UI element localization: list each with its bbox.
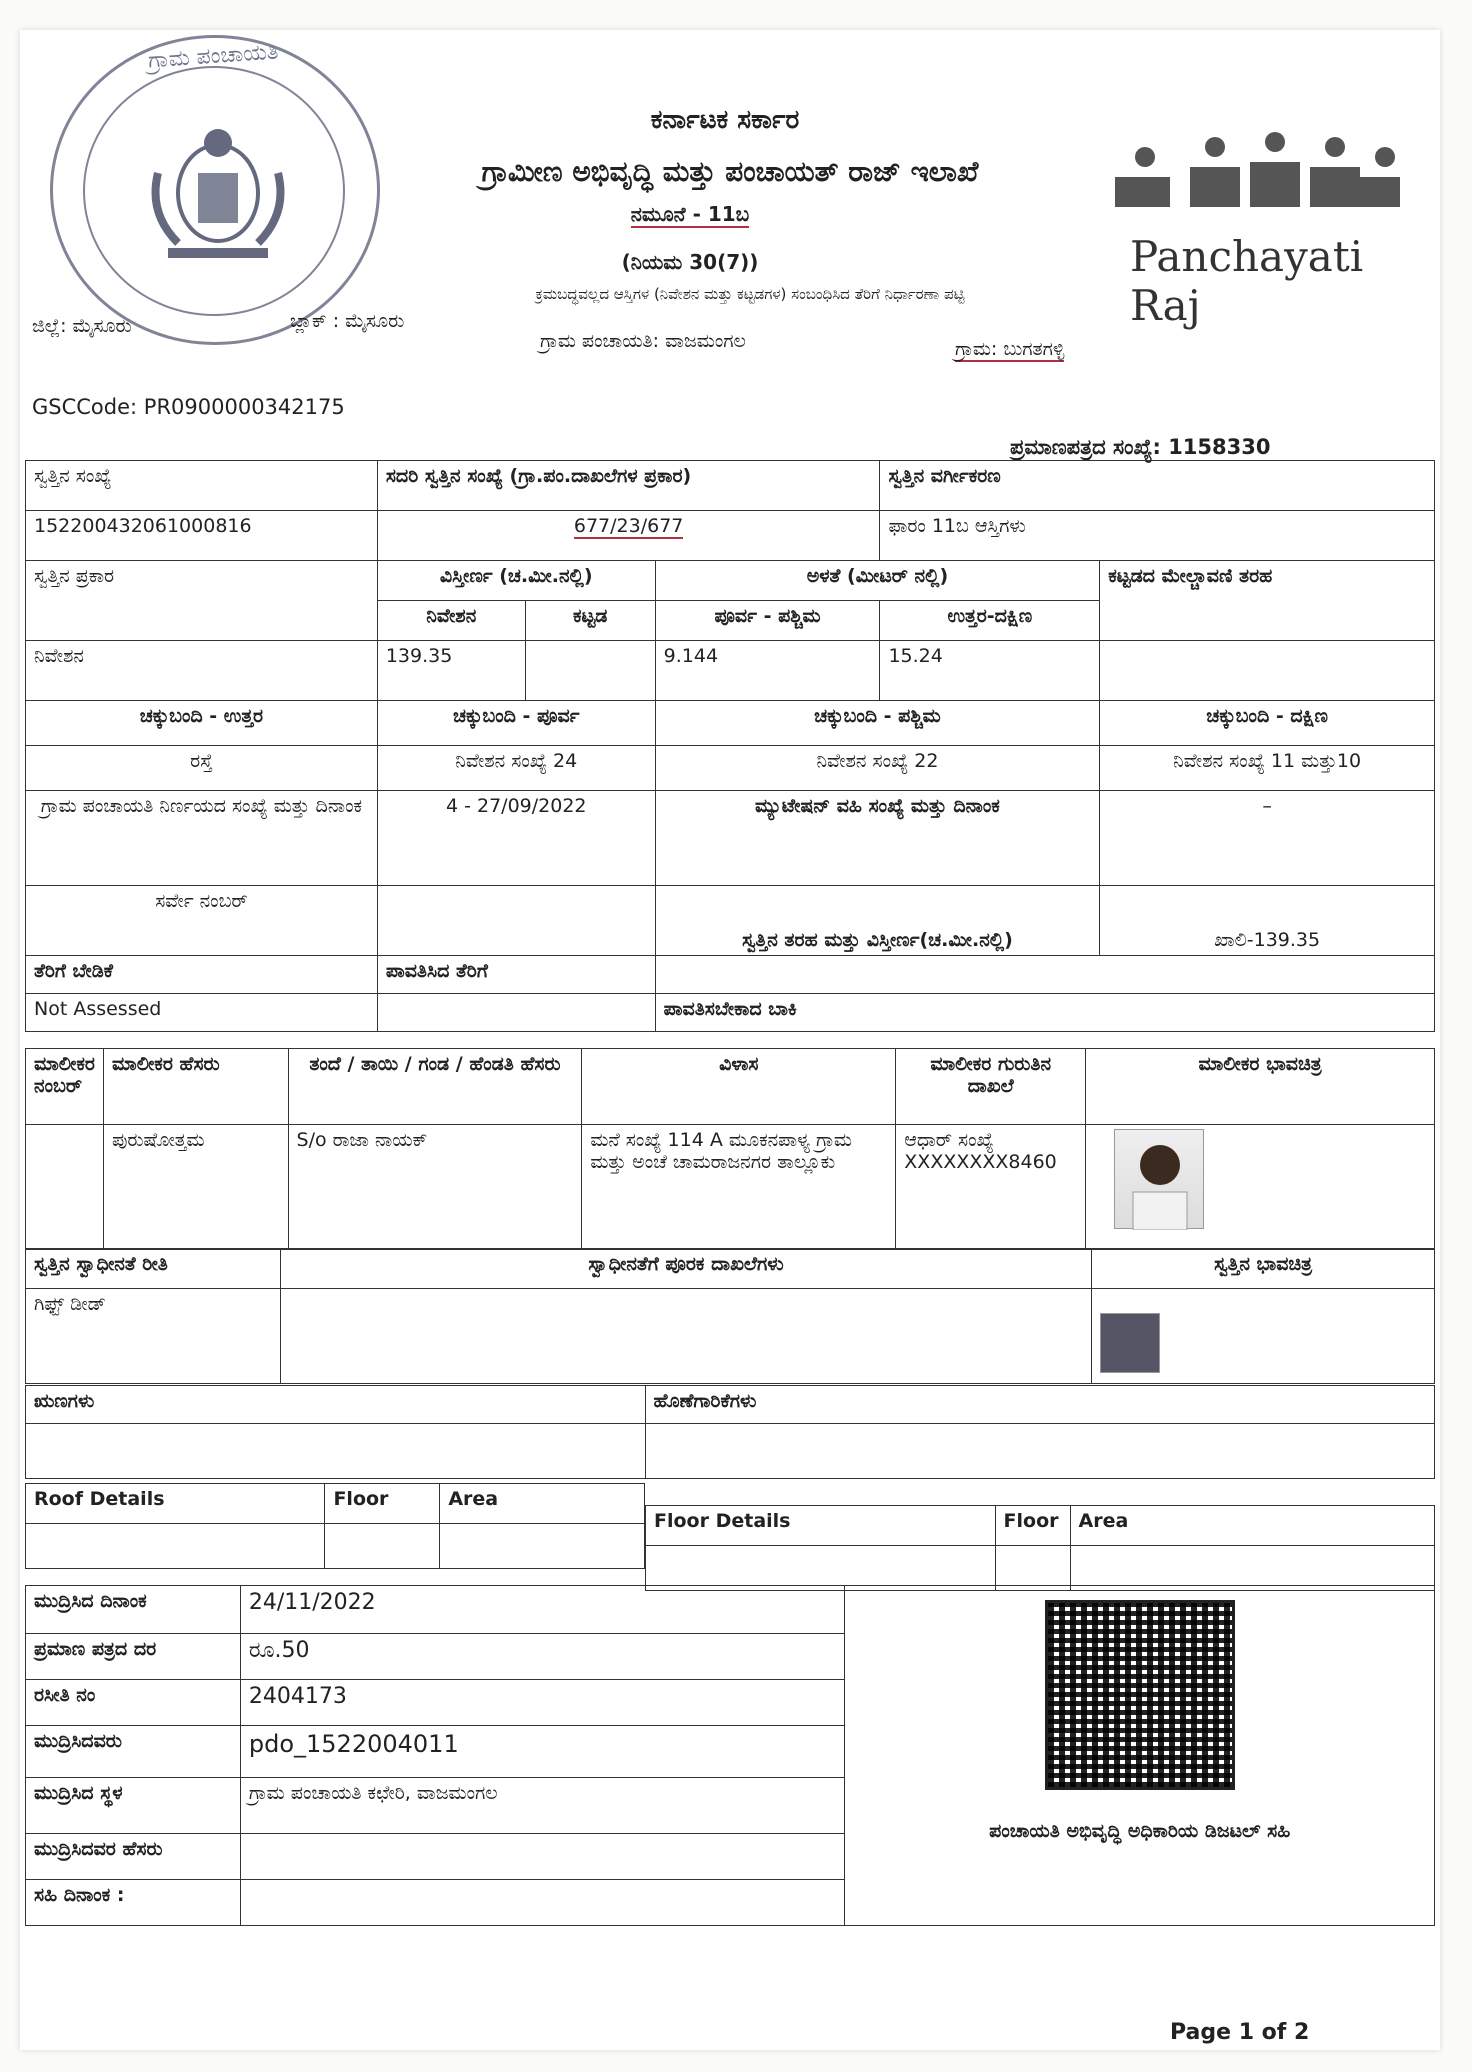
form-subtitle: ಕ್ರಮಬದ್ಧವಲ್ಲದ ಆಸ್ತಿಗಳ (ನಿವೇಶನ ಮತ್ತು ಕಟ್ಟಡಗಳ) ಸಂಬಂಧಿಸಿದ ತೆರಿಗೆ ನಿರ್ಧಾರಣಾ ಪಟ್ಟಿ <box>535 285 965 303</box>
owner-id-document: ಆಧಾರ್ ಸಂಖ್ಯೆ XXXXXXXX8460 <box>896 1125 1086 1250</box>
boundary-south-value: ನಿವೇಶನ ಸಂಖ್ಯೆ 11 ಮತ್ತು10 <box>1100 746 1435 791</box>
tax-paid-label: ಪಾವತಿಸಿದ ತೆರಿಗೆ <box>377 956 655 994</box>
property-kind-label: ಸ್ವತ್ತಿನ ತರಹ ಮತ್ತು ವಿಸ್ತೀರ್ಣ(ಚ.ಮೀ.ನಲ್ಲಿ) <box>655 886 1100 956</box>
site-label: ನಿವೇಶನ <box>377 601 525 641</box>
classification-label: ಸ್ವತ್ತಿನ ವರ್ಗೀಕರಣ <box>880 461 1435 511</box>
qr-signature-cell <box>845 1586 1435 1926</box>
fee-value: ರೂ.50 <box>240 1634 845 1680</box>
document-page <box>20 30 1440 2050</box>
print-date-label: ಮುದ್ರಿಸಿದ ದಿನಾಂಕ <box>26 1586 241 1634</box>
possession-docs-value <box>280 1289 1091 1384</box>
gram-panchayat: ಗ್ರಾಮ ಪಂಚಾಯತಿ: ವಾಜಮಂಗಲ <box>540 330 746 352</box>
assessment-status: Not Assessed <box>26 994 378 1032</box>
boundary-north-label: ಚಕ್ಕುಬಂದಿ - ಉತ್ತರ <box>26 701 378 746</box>
owner-parent: S/o ರಾಜಾ ನಾಯಕ್ <box>288 1125 582 1250</box>
property-id-label: ಸ್ವತ್ತಿನ ಸಂಖ್ಯೆ <box>26 461 378 511</box>
property-type-label: ಸ್ವತ್ತಿನ ಪ್ರಕಾರ <box>26 561 378 641</box>
sign-date-value <box>240 1880 845 1926</box>
owner-photo-cell <box>1086 1125 1435 1250</box>
issue-table <box>25 1585 1435 1926</box>
possession-mode-label: ಸ್ವತ್ತಿನ ಸ್ವಾಧೀನತೆ ರೀತಿ <box>26 1249 281 1289</box>
person-portrait-icon <box>1115 1130 1205 1230</box>
receipt-value: 2404173 <box>240 1680 845 1726</box>
print-place-label: ಮುದ್ರಿಸಿದ ಸ್ಥಳ <box>26 1778 241 1834</box>
north-south-label: ಉತ್ತರ-ದಕ್ಷಿಣ <box>880 601 1100 641</box>
boundary-north-value: ರಸ್ತೆ <box>26 746 378 791</box>
floor-header: Floor <box>995 1506 1070 1546</box>
people-icon <box>1105 122 1405 222</box>
floor-details-table <box>645 1505 1435 1591</box>
print-place-value: ಗ್ರಾಮ ಪಂಚಾಯತಿ ಕಛೇರಿ, ವಾಜಮಂಗಲ <box>240 1778 845 1834</box>
block: ಬ್ಲಾಕ್ : ಮೈಸೂರು <box>290 310 405 332</box>
gram-panchayat-seal <box>50 35 380 345</box>
receipt-label: ರಸೀತಿ ನಂ <box>26 1680 241 1726</box>
karnataka-emblem-icon <box>138 113 298 263</box>
liabilities-value <box>645 1424 1434 1479</box>
mutation-value: – <box>1100 791 1435 886</box>
floor-details-header: Floor Details <box>646 1506 996 1546</box>
property-photo-label: ಸ್ವತ್ತಿನ ಭಾವಚಿತ್ರ <box>1092 1249 1435 1289</box>
owner-parent-header: ತಂದೆ / ತಾಯಿ / ಗಂಡ / ಹೆಂಡತಿ ಹೆಸರು <box>288 1049 582 1125</box>
boundary-west-label: ಚಕ್ಕುಬಂದಿ - ಪಶ್ಚಿಮ <box>655 701 1100 746</box>
roof-area-header: Area <box>440 1484 645 1524</box>
sign-date-label: ಸಹಿ ದಿನಾಂಕ : <box>26 1880 241 1926</box>
property-photo <box>1100 1313 1160 1373</box>
survey-number-label: ಸರ್ವೇ ನಂಬರ್ <box>26 886 378 956</box>
site-area-value: 139.35 <box>377 641 525 701</box>
roof-details-header: Roof Details <box>26 1484 325 1524</box>
boundary-east-label: ಚಕ್ಕುಬಂದಿ - ಪೂರ್ವ <box>377 701 655 746</box>
length-label: ಅಳತೆ (ಮೀಟರ್ ನಲ್ಲಿ) <box>655 561 1100 601</box>
classification-value: ಫಾರಂ 11ಬ ಆಸ್ತಿಗಳು <box>880 511 1435 561</box>
owner-number-header: ಮಾಲೀಕರ ನಂಬರ್ <box>26 1049 104 1125</box>
area-label: ವಿಸ್ತೀರ್ಣ (ಚ.ಮೀ.ನಲ್ಲಿ) <box>377 561 655 601</box>
roof-details-table <box>25 1483 645 1569</box>
panchayati-raj-logo <box>1105 122 1405 330</box>
building-area-value <box>525 641 655 701</box>
north-south-value: 15.24 <box>880 641 1100 701</box>
rule-number: (ನಿಯಮ 30(7)) <box>621 250 759 274</box>
signer-name-label: ಮುದ್ರಿಸಿದವರ ಹೆಸರು <box>26 1834 241 1880</box>
east-west-label: ಪೂರ್ವ - ಪಶ್ಚಿಮ <box>655 601 880 641</box>
fee-label: ಪ್ರಮಾಣ ಪತ್ರದ ದರ <box>26 1634 241 1680</box>
boundary-west-value: ನಿವೇಶನ ಸಂಖ್ಯೆ 22 <box>655 746 1100 791</box>
owner-address-header: ವಿಳಾಸ <box>582 1049 896 1125</box>
survey-number-value <box>377 886 655 956</box>
property-kind-value: ಖಾಲಿ-139.35 <box>1100 886 1435 956</box>
property-type-value: ನಿವೇಶನ <box>26 641 378 701</box>
certificate-number: ಪ್ರಮಾಣಪತ್ರದ ಸಂಖ್ಯೆ: 1158330 <box>1010 435 1271 459</box>
owner-id-header: ಮಾಲೀಕರ ಗುರುತಿನ ದಾಖಲೆ <box>896 1049 1086 1125</box>
building-label: ಕಟ್ಟಡ <box>525 601 655 641</box>
possession-table <box>25 1248 1435 1384</box>
gp-resolution-label: ಗ್ರಾಮ ಪಂಚಾಯತಿ ನಿರ್ಣಯದ ಸಂಖ್ಯೆ ಮತ್ತು ದಿನಾಂಕ <box>26 791 378 886</box>
owner-name-header: ಮಾಲೀಕರ ಹೆಸರು <box>103 1049 288 1125</box>
property-id-value: 152200432061000816 <box>26 511 378 561</box>
roof-type-value <box>1100 641 1435 701</box>
govt-title: ಕರ್ನಾಟಕ ಸರ್ಕಾರ <box>650 105 800 135</box>
print-date-value: 24/11/2022 <box>240 1586 845 1634</box>
liabilities-label: ಹೊಣೆಗಾರಿಕೆಗಳು <box>645 1386 1434 1424</box>
printed-by-label: ಮುದ್ರಿಸಿದವರು <box>26 1726 241 1778</box>
village: ಗ್ರಾಮ: ಬುಗತಗಳ್ಳಿ <box>955 338 1065 360</box>
boundary-south-label: ಚಕ್ಕುಬಂದಿ - ದಕ್ಷಿಣ <box>1100 701 1435 746</box>
sadari-label: ಸದರಿ ಸ್ವತ್ತಿನ ಸಂಖ್ಯೆ (ಗ್ರಾ.ಪಂ.ದಾಖಲೆಗಳ ಪ್ರಕಾರ) <box>377 461 880 511</box>
area-header: Area <box>1070 1506 1434 1546</box>
owner-table <box>25 1048 1435 1250</box>
tax-paid-spacer <box>655 956 1434 994</box>
possession-mode-value: ಗಿಫ್ಟ್ ಡೀಡ್ <box>26 1289 281 1384</box>
mutation-label: ಮ್ಯುಟೇಷನ್ ವಹಿ ಸಂಖ್ಯೆ ಮತ್ತು ದಿನಾಂಕ <box>655 791 1100 886</box>
liabilities-table <box>25 1385 1435 1479</box>
gp-resolution-value: 4 - 27/09/2022 <box>377 791 655 886</box>
digital-signature-label: ಪಂಚಾಯತಿ ಅಭಿವೃದ್ಧಿ ಅಧಿಕಾರಿಯ ಡಿಜಟಲ್ ಸಹಿ <box>989 1820 1291 1842</box>
seal-text: ಗ್ರಾಮ ಪಂಚಾಯತಿ <box>147 39 280 74</box>
form-number: ನಮೂನೆ - 11ಬ <box>630 202 750 226</box>
boundary-east-value: ನಿವೇಶನ ಸಂಖ್ಯೆ 24 <box>377 746 655 791</box>
property-table <box>25 460 1435 1032</box>
owner-address: ಮನೆ ಸಂಖ್ಯೆ 114 A ಮೂಕನಪಾಳ್ಯ ಗ್ರಾಮ ಮತ್ತು ಅಂಚೆ ಚಾಮರಾಜನಗರ ತಾಲ್ಲೂಕು <box>582 1125 896 1250</box>
tax-demand-label: ತೆರಿಗೆ ಬೇಡಿಕೆ <box>26 956 378 994</box>
property-photo-cell <box>1092 1289 1435 1384</box>
tax-paid-value <box>377 994 655 1032</box>
page-number: Page 1 of 2 <box>1170 2020 1310 2045</box>
signer-name-value <box>240 1834 845 1880</box>
owner-photo <box>1114 1129 1204 1229</box>
loans-label: ಋಣಗಳು <box>26 1386 646 1424</box>
logo-text: Panchayati Raj <box>1130 232 1364 330</box>
printed-by-value: pdo_1522004011 <box>240 1726 845 1778</box>
owner-name: ಪುರುಷೋತ್ತಮ <box>103 1125 288 1250</box>
roof-floor-header: Floor <box>325 1484 440 1524</box>
qr-code-icon <box>1045 1600 1235 1790</box>
tax-due-label: ಪಾವತಿಸಬೇಕಾದ ಬಾಕಿ <box>655 994 1434 1032</box>
sadari-value: 677/23/677 <box>377 511 880 561</box>
district: ಜಿಲ್ಲೆ: ಮೈಸೂರು <box>32 315 132 337</box>
roof-type-label: ಕಟ್ಟಡದ ಮೇಲ್ಚಾವಣಿ ತರಹ <box>1100 561 1435 641</box>
dept-title: ಗ್ರಾಮೀಣ ಅಭಿವೃದ್ಧಿ ಮತ್ತು ಪಂಚಾಯತ್ ರಾಜ್ ಇಲಾಖೆ <box>481 155 979 188</box>
owner-photo-header: ಮಾಲೀಕರ ಭಾವಚಿತ್ರ <box>1086 1049 1435 1125</box>
east-west-value: 9.144 <box>655 641 880 701</box>
loans-value <box>26 1424 646 1479</box>
possession-docs-label: ಸ್ವಾಧೀನತೆಗೆ ಪೂರಕ ದಾಖಲೆಗಳು <box>280 1249 1091 1289</box>
owner-number <box>26 1125 104 1250</box>
gsc-code: GSCCode: PR0900000342175 <box>32 395 345 419</box>
